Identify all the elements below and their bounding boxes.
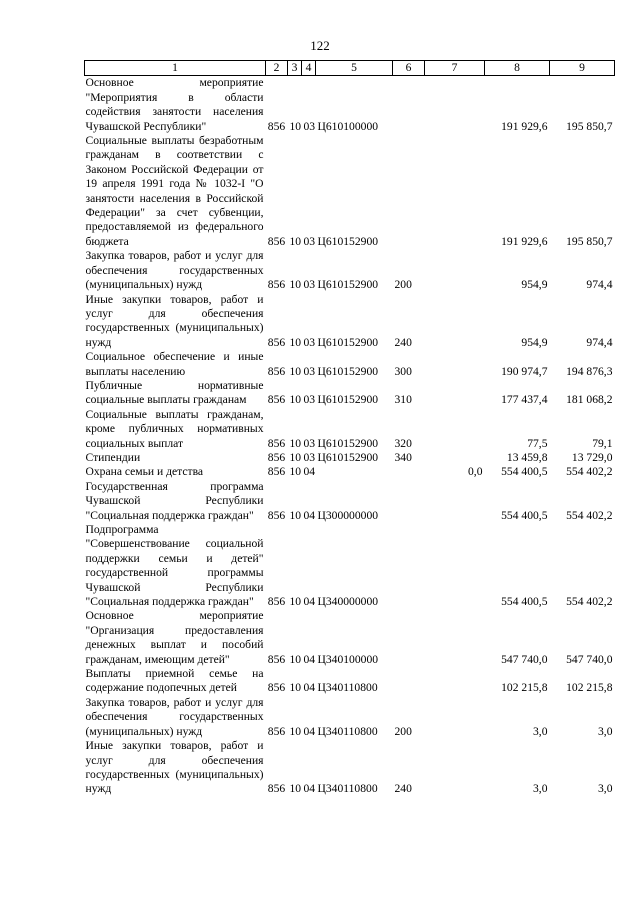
subsection-cell: 04 bbox=[303, 782, 316, 796]
amount-col8-cell: 554 400,5 bbox=[501, 465, 548, 479]
amount-col8-cell: 554 400,5 bbox=[501, 595, 548, 609]
amount-col8-cell: 177 437,4 bbox=[501, 393, 548, 407]
expense-type-cell bbox=[393, 523, 425, 609]
target-article-cell: Ц610152900 bbox=[317, 234, 379, 248]
section-cell: 10 bbox=[289, 724, 302, 738]
section-cell: 10 bbox=[289, 436, 302, 450]
table-row bbox=[85, 408, 615, 451]
header-cell: 2 bbox=[266, 61, 288, 76]
table-row bbox=[85, 523, 615, 609]
section-cell: 10 bbox=[289, 465, 302, 479]
header-row bbox=[85, 61, 615, 76]
section-cell: 10 bbox=[289, 364, 302, 378]
row-name-cell: Закупка товаров, работ и услуг для обеспечения государственных (муниципальных) нужд bbox=[85, 249, 264, 292]
table-row bbox=[85, 480, 615, 523]
table-row bbox=[85, 293, 615, 351]
target-article-cell: Ц340110800 bbox=[317, 782, 378, 796]
row-name-cell: Государственная программа Чувашской Республики "Социальная поддержка граждан" bbox=[85, 479, 264, 522]
target-article-cell: Ц610152900 bbox=[317, 393, 379, 407]
amount-col8-cell: 102 215,8 bbox=[501, 681, 548, 695]
row-name-cell: Стипендии bbox=[85, 450, 141, 464]
subsection-cell: 04 bbox=[303, 724, 316, 738]
header-cell: 9 bbox=[550, 61, 615, 76]
amount-col9-cell: 13 729,0 bbox=[571, 450, 613, 464]
row-name-cell: Основное мероприятие "Организация предоставления денежных выплат и пособий гражданам, имеющим детей" bbox=[85, 609, 264, 666]
grbs-cell: 856 bbox=[267, 681, 286, 695]
expense-type-cell: 320 bbox=[394, 436, 412, 450]
grbs-cell: 856 bbox=[267, 508, 286, 522]
amount-col8-cell: 547 740,0 bbox=[501, 652, 548, 666]
expense-type-cell bbox=[393, 480, 425, 523]
expense-type-cell: 310 bbox=[394, 393, 412, 407]
target-article-cell: Ц610152900 bbox=[317, 450, 379, 464]
amount-col8-cell: 954,9 bbox=[521, 278, 548, 292]
row-name-cell: Иные закупки товаров, работ и услуг для обеспечения государственных (муниципальных) нужд bbox=[85, 292, 264, 349]
subsection-cell: 04 bbox=[303, 465, 316, 479]
subsection-cell: 04 bbox=[303, 681, 316, 695]
target-article-cell: Ц340000000 bbox=[317, 595, 379, 609]
amount-col7-cell bbox=[425, 696, 485, 739]
target-article-cell bbox=[316, 465, 393, 479]
table-row bbox=[85, 76, 615, 134]
table-row bbox=[85, 379, 615, 408]
subsection-cell: 03 bbox=[303, 364, 316, 378]
amount-col7-cell: 0,0 bbox=[468, 465, 483, 479]
amount-col8-cell: 554 400,5 bbox=[501, 508, 548, 522]
amount-col9-cell: 554 402,2 bbox=[566, 595, 613, 609]
row-name-cell: Закупка товаров, работ и услуг для обеспечения государственных (муниципальных) нужд bbox=[85, 695, 264, 738]
section-cell: 10 bbox=[289, 782, 302, 796]
grbs-cell: 856 bbox=[267, 450, 286, 464]
grbs-cell: 856 bbox=[267, 278, 286, 292]
grbs-cell: 856 bbox=[267, 782, 286, 796]
table-row bbox=[85, 696, 615, 739]
section-cell: 10 bbox=[289, 681, 302, 695]
budget-table bbox=[84, 60, 615, 797]
amount-col9-cell: 3,0 bbox=[598, 724, 613, 738]
target-article-cell: Ц610152900 bbox=[317, 436, 379, 450]
expense-type-cell: 340 bbox=[394, 450, 412, 464]
expense-type-cell bbox=[393, 465, 425, 479]
table-row bbox=[85, 739, 615, 797]
subsection-cell: 03 bbox=[303, 450, 316, 464]
header-cell: 6 bbox=[393, 61, 425, 76]
row-name-cell: Социальные выплаты безработным гражданам в соответствии с Законом Российской Федерации от 19 апреля 1991 года № 1032-I "О занятости населения в Российской Федерации" за счет субвенции, предоставляемой из федерального бюджета bbox=[85, 134, 264, 248]
header-cell: 3 bbox=[288, 61, 302, 76]
section-cell: 10 bbox=[289, 450, 302, 464]
table-row bbox=[85, 134, 615, 249]
amount-col7-cell bbox=[425, 134, 485, 249]
section-cell: 10 bbox=[289, 278, 302, 292]
amount-col9-cell: 974,4 bbox=[586, 278, 613, 292]
amount-col8-cell: 3,0 bbox=[533, 724, 548, 738]
grbs-cell: 856 bbox=[267, 652, 286, 666]
grbs-cell: 856 bbox=[267, 234, 286, 248]
subsection-cell: 03 bbox=[303, 119, 316, 133]
expense-type-cell bbox=[393, 609, 425, 667]
target-article-cell: Ц610152900 bbox=[317, 364, 379, 378]
amount-col7-cell bbox=[425, 523, 485, 609]
grbs-cell: 856 bbox=[267, 119, 286, 133]
amount-col7-cell bbox=[425, 451, 485, 465]
amount-col7-cell bbox=[425, 480, 485, 523]
expense-type-cell bbox=[393, 134, 425, 249]
page-number: 122 bbox=[310, 38, 330, 53]
target-article-cell: Ц610152900 bbox=[317, 278, 379, 292]
subsection-cell: 04 bbox=[303, 652, 316, 666]
target-article-cell: Ц610152900 bbox=[317, 335, 379, 349]
header-cell: 4 bbox=[302, 61, 316, 76]
row-name-cell: Подпрограмма "Совершенствование социальной поддержки семьи и детей" государственной программы Чувашской Республики "Социальная поддержка граждан" bbox=[85, 523, 264, 609]
amount-col8-cell: 190 974,7 bbox=[501, 364, 548, 378]
row-name-cell: Основное мероприятие "Мероприятия в области содействия занятости населения Чувашской Республики" bbox=[85, 76, 264, 133]
target-article-cell: Ц340110800 bbox=[317, 724, 378, 738]
amount-col7-cell bbox=[425, 408, 485, 451]
amount-col8-cell: 77,5 bbox=[527, 436, 548, 450]
amount-col9-cell: 554 402,2 bbox=[566, 508, 613, 522]
grbs-cell: 856 bbox=[267, 335, 286, 349]
expense-type-cell: 300 bbox=[394, 364, 412, 378]
expense-type-cell bbox=[393, 667, 425, 696]
amount-col9-cell: 554 402,2 bbox=[566, 465, 613, 479]
table-row bbox=[85, 451, 615, 465]
amount-col8-cell: 954,9 bbox=[521, 335, 548, 349]
target-article-cell: Ц300000000 bbox=[317, 508, 379, 522]
amount-col7-cell bbox=[425, 293, 485, 351]
row-name-cell: Охрана семьи и детства bbox=[85, 465, 204, 479]
amount-col7-cell bbox=[425, 667, 485, 696]
section-cell: 10 bbox=[289, 652, 302, 666]
grbs-cell: 856 bbox=[267, 465, 286, 479]
subsection-cell: 04 bbox=[303, 595, 316, 609]
grbs-cell: 856 bbox=[267, 724, 286, 738]
grbs-cell: 856 bbox=[267, 595, 286, 609]
section-cell: 10 bbox=[289, 508, 302, 522]
amount-col7-cell bbox=[425, 379, 485, 408]
amount-col9-cell: 195 850,7 bbox=[566, 119, 613, 133]
amount-col9-cell: 181 068,2 bbox=[566, 393, 613, 407]
table-row bbox=[85, 249, 615, 292]
target-article-cell: Ц610100000 bbox=[317, 119, 379, 133]
section-cell: 10 bbox=[289, 393, 302, 407]
subsection-cell: 04 bbox=[303, 508, 316, 522]
amount-col7-cell bbox=[425, 76, 485, 134]
section-cell: 10 bbox=[289, 119, 302, 133]
row-name-cell: Иные закупки товаров, работ и услуг для обеспечения государственных (муниципальных) нужд bbox=[85, 739, 264, 796]
section-cell: 10 bbox=[289, 595, 302, 609]
amount-col9-cell: 547 740,0 bbox=[566, 652, 613, 666]
amount-col9-cell: 102 215,8 bbox=[566, 681, 613, 695]
expense-type-cell: 200 bbox=[394, 278, 412, 292]
table-row bbox=[85, 465, 615, 479]
amount-col9-cell: 79,1 bbox=[592, 436, 613, 450]
subsection-cell: 03 bbox=[303, 393, 316, 407]
target-article-cell: Ц340100000 bbox=[317, 652, 379, 666]
grbs-cell: 856 bbox=[267, 393, 286, 407]
amount-col8-cell: 13 459,8 bbox=[506, 450, 548, 464]
grbs-cell: 856 bbox=[267, 436, 286, 450]
header-cell: 8 bbox=[485, 61, 550, 76]
amount-col7-cell bbox=[425, 609, 485, 667]
header-cell: 5 bbox=[316, 61, 393, 76]
amount-col9-cell: 974,4 bbox=[586, 335, 613, 349]
amount-col9-cell: 195 850,7 bbox=[566, 234, 613, 248]
amount-col9-cell: 3,0 bbox=[598, 782, 613, 796]
section-cell: 10 bbox=[289, 234, 302, 248]
row-name-cell: Выплаты приемной семье на содержание подопечных детей bbox=[85, 667, 264, 695]
table-row bbox=[85, 350, 615, 379]
section-cell: 10 bbox=[289, 335, 302, 349]
grbs-cell: 856 bbox=[267, 364, 286, 378]
expense-type-cell: 200 bbox=[394, 724, 412, 738]
subsection-cell: 03 bbox=[303, 278, 316, 292]
subsection-cell: 03 bbox=[303, 335, 316, 349]
amount-col8-cell: 191 929,6 bbox=[501, 234, 548, 248]
header-cell: 7 bbox=[425, 61, 485, 76]
subsection-cell: 03 bbox=[303, 436, 316, 450]
expense-type-cell bbox=[393, 76, 425, 134]
expense-type-cell: 240 bbox=[394, 782, 412, 796]
amount-col7-cell bbox=[425, 249, 485, 292]
row-name-cell: Публичные нормативные социальные выплаты гражданам bbox=[85, 378, 264, 407]
row-name-cell: Социальное обеспечение и иные выплаты населению bbox=[85, 350, 264, 378]
amount-col9-cell: 194 876,3 bbox=[566, 364, 613, 378]
subsection-cell: 03 bbox=[303, 234, 316, 248]
amount-col7-cell bbox=[425, 739, 485, 797]
amount-col8-cell: 3,0 bbox=[533, 782, 548, 796]
table-row bbox=[85, 667, 615, 696]
header-cell: 1 bbox=[85, 61, 266, 76]
target-article-cell: Ц340110800 bbox=[317, 681, 378, 695]
amount-col7-cell bbox=[425, 350, 485, 379]
table-body bbox=[85, 76, 615, 797]
table-row bbox=[85, 609, 615, 667]
row-name-cell: Социальные выплаты гражданам, кроме публичных нормативных социальных выплат bbox=[85, 407, 264, 450]
amount-col8-cell: 191 929,6 bbox=[501, 119, 548, 133]
expense-type-cell: 240 bbox=[394, 335, 412, 349]
